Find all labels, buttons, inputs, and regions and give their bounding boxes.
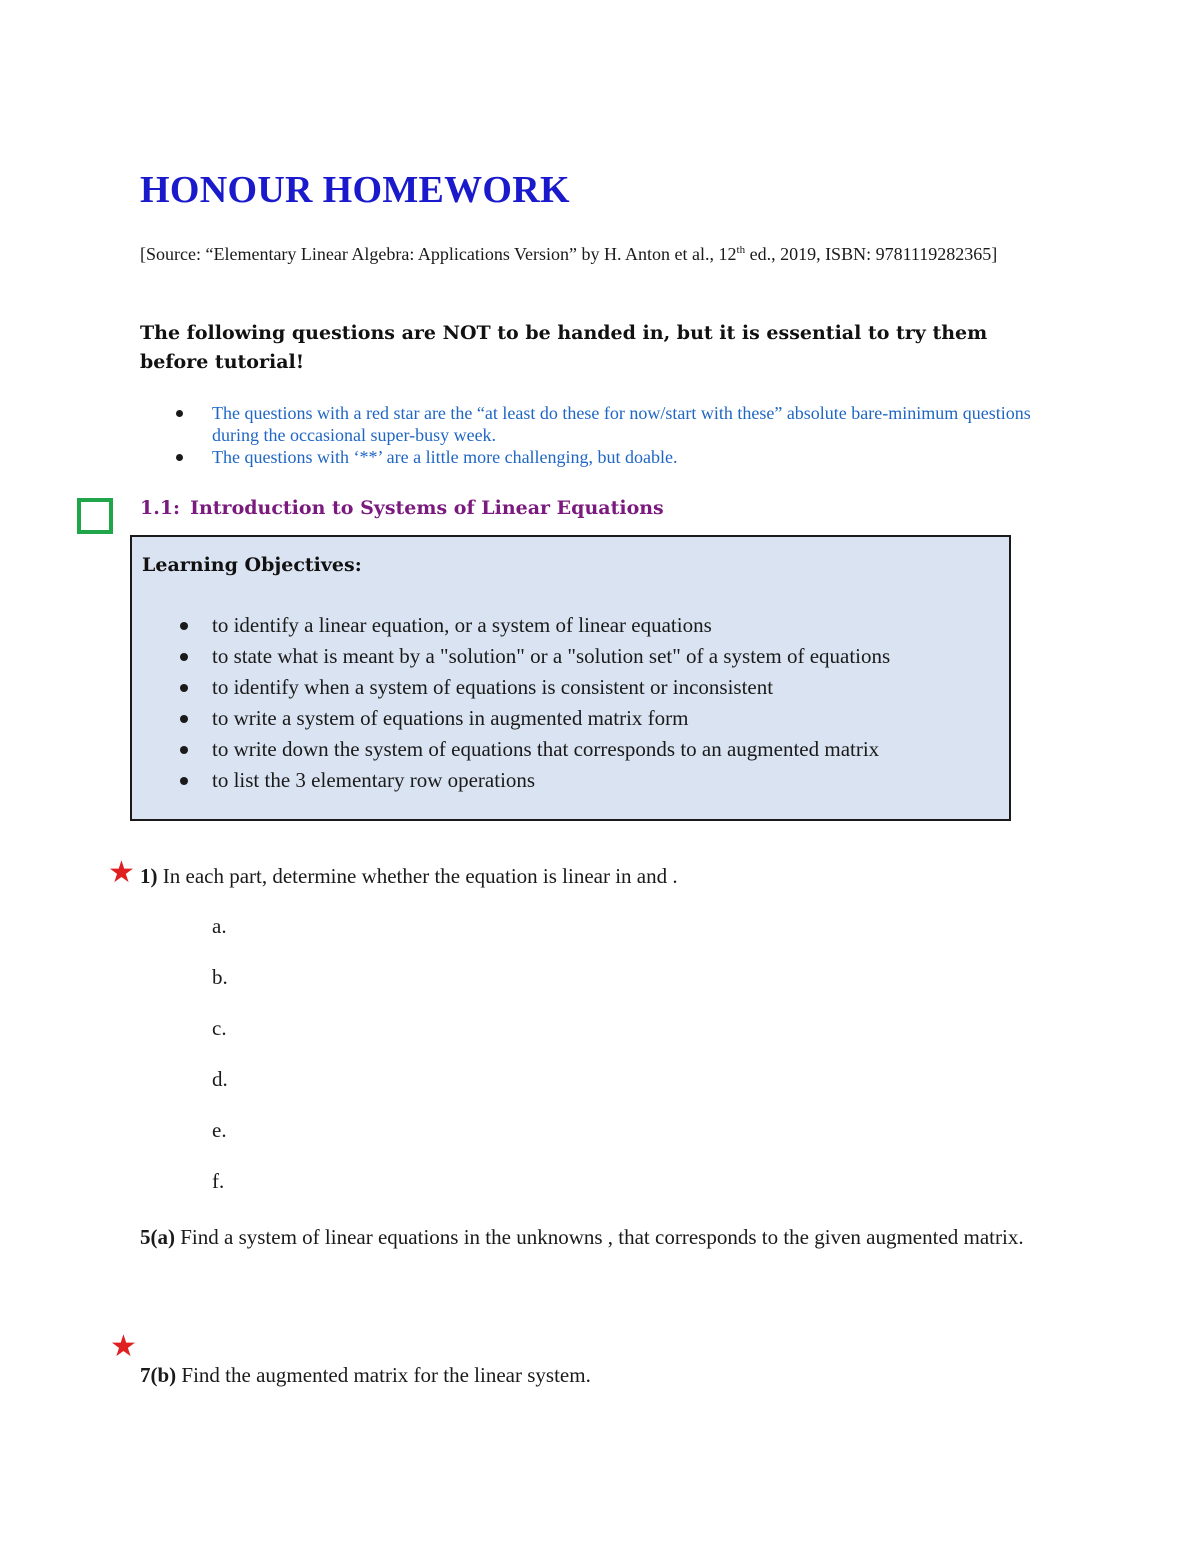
note-item: The questions with a red star are the “at least do these for now/start with these” absolute bare-minimum questions during the occasional super-busy week. <box>140 402 1040 446</box>
question-number: 1) <box>140 864 158 888</box>
objectives-heading: Learning Objectives: <box>142 554 362 576</box>
notice-text: The following questions are NOT to be handed in, but it is essential to try them before tutorial! <box>140 322 988 373</box>
part-label: d. <box>212 1067 228 1091</box>
objective-item: to write down the system of equations that corresponds to an augmented matrix <box>142 734 1002 765</box>
part-label: f. <box>212 1169 225 1193</box>
section-heading <box>140 497 664 519</box>
question-1-parts <box>212 912 228 1218</box>
empty-checkbox-icon[interactable] <box>77 498 113 534</box>
red-star-icon: ★ <box>108 856 135 889</box>
question-1 <box>140 862 1070 891</box>
objective-item: to list the 3 elementary row operations <box>142 765 1002 796</box>
question-number: 5(a) <box>140 1225 175 1249</box>
red-star-icon: ★ <box>110 1330 137 1363</box>
source-citation <box>140 240 1000 268</box>
source-text-start: [Source: “Elementary Linear Algebra: Applications Version” by H. Anton et al., 12 <box>140 244 737 264</box>
objective-item: to identify a linear equation, or a system of linear equations <box>142 610 1002 641</box>
part-label: b. <box>212 965 228 989</box>
source-edition-superscript: th <box>736 244 746 256</box>
section-number: 1.1: <box>140 497 181 519</box>
question-5a <box>140 1223 1070 1252</box>
question-text: Find a system of linear equations in the unknowns , that corresponds to the given augmented matrix. <box>175 1225 1024 1249</box>
page-title: HONOUR HOMEWORK <box>140 169 570 211</box>
objective-item: to identify when a system of equations is consistent or inconsistent <box>142 672 1002 703</box>
objective-item: to state what is meant by a "solution" or a "solution set" of a system of equations <box>142 641 1002 672</box>
question-7b <box>140 1361 1070 1390</box>
objectives-list <box>142 610 1002 796</box>
question-text: In each part, determine whether the equation is linear in and . <box>157 864 678 888</box>
part-label: e. <box>212 1118 227 1142</box>
part-label: a. <box>212 914 227 938</box>
section-title: Introduction to Systems of Linear Equations <box>190 497 664 519</box>
objective-item: to write a system of equations in augmented matrix form <box>142 703 1002 734</box>
question-number: 7(b) <box>140 1363 177 1387</box>
source-text-end: ed., 2019, ISBN: 9781119282365] <box>745 244 998 264</box>
notes-list <box>140 402 1040 468</box>
question-text: Find the augmented matrix for the linear system. <box>176 1363 591 1387</box>
part-label: c. <box>212 1016 227 1040</box>
learning-objectives-box <box>130 535 1011 821</box>
note-item: The questions with ‘**’ are a little more challenging, but doable. <box>140 446 1040 468</box>
